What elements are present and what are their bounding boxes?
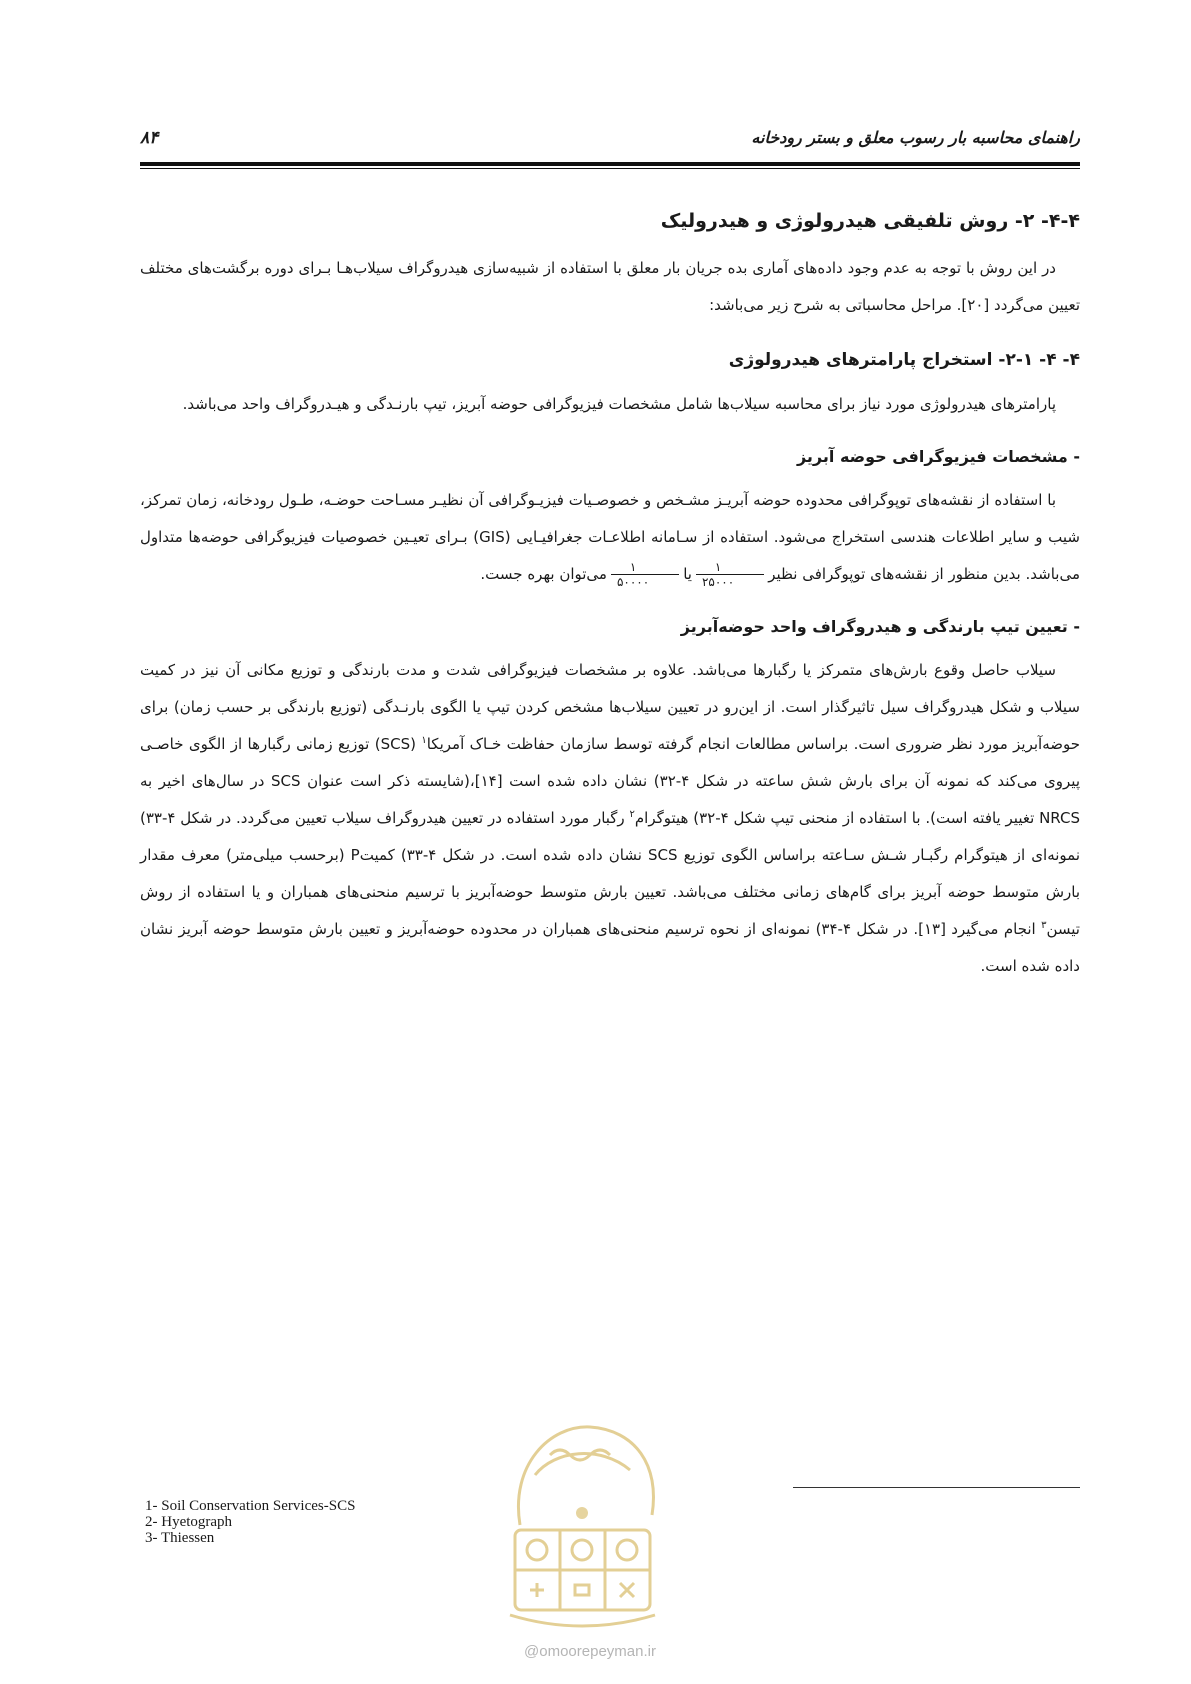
fraction-numerator: ۱ — [611, 560, 679, 575]
footnote-ref-3: ۳ — [1041, 920, 1047, 931]
section-intro-paragraph: در این روش با توجه به عدم وجود داده‌های آماری بده جریان بار معلق با استفاده از شبیه‌سازی هیدروگراف سیلاب‌هـا بـرای دوره برگشت‌های مختلف تعیین می‌گردد [۲۰]. مراحل محاسباتی به شرح زیر می‌باشد: — [140, 259, 1080, 314]
rainfall-text-4: انجام می‌گیرد [۱۳]. در شکل ۴-۳۴) نمونه‌ای از نحوه ترسیم منحنی‌های همباران در محدوده حوضه‌آبریز و تعیین بارش متوسط حوضه آبریز نشان داده شده است. — [140, 920, 1080, 975]
rainfall-paragraph — [140, 652, 1080, 985]
section-heading: ۴-۴- ۲- روش تلفیقی هیدرولوژی و هیدرولیک — [660, 210, 1080, 232]
physiography-paragraph — [140, 482, 1080, 593]
physiography-heading: - مشخصات فیزیوگرافی حوضه آبریز — [796, 447, 1080, 466]
fraction-numerator: ۱ — [696, 560, 764, 575]
footnote-ref-1: ۱ — [421, 735, 427, 746]
footnote-2: 2- Hyetograph — [145, 1514, 233, 1530]
physiography-text: با استفاده از نقشه‌های توپوگرافی محدوده حوضه آبریـز مشـخص و خصوصـیات فیزیـوگرافی آن نظیـر مسـاحت حوضـه، طـول رودخانه، زمان تمرکز، شیب و سایر اطلاعات هندسی استخراج می‌شود. استفاده از سـامانه اطلاعـات جغرافیـایی (GIS) بـرای تعیـین خصوصیات فیزیوگرافی حوضه‌ها متداول می‌باشد. بدین منظور از نقشه‌های توپوگرافی نظیر — [140, 491, 1081, 583]
footnotes — [145, 1498, 355, 1546]
or-word: یا — [683, 565, 692, 583]
subsection-heading: ۴- ۴- ۲-۱- استخراج پارامترهای هیدرولوژی — [728, 350, 1080, 370]
footnote-1: 1- Soil Conservation Services-SCS — [145, 1498, 356, 1514]
watermark-logo — [480, 1405, 685, 1635]
fraction-denominator: ۵۰۰۰۰ — [616, 575, 650, 589]
watermark-url: @omoorepeyman.ir — [524, 1643, 656, 1660]
footnote-ref-2: ۲ — [629, 809, 635, 820]
subsection-paragraph: پارامترهای هیدرولوژی مورد نیاز برای محاسبه سیلاب‌ها شامل مشخصات فیزیوگرافی حوضه آبریز، تیپ بارنـدگی و هیـدروگراف واحد می‌باشد. — [182, 395, 1056, 413]
rainfall-text-3: رگبار مورد استفاده در تعیین هیدروگراف سیلاب تعیین می‌گردد. در شکل ۴-۳۳) نمونه‌ای از هیتوگرام رگبـار شـش سـاعته براساس الگوی توزیع SCS نشان داده شده است. در شکل ۴-۳۳) کمیتP (برحسب میلی‌متر) معرف مقدار بارش متوسط حوضه آبریز برای گام‌های زمانی مختلف می‌باشد. تعیین بارش متوسط حوضه‌آبریز با ترسیم منحنی‌های همباران و یا استفاده از روش تیسن — [140, 809, 1081, 938]
physiography-tail: می‌توان بهره جست. — [480, 565, 607, 583]
main-content — [140, 210, 1080, 985]
rainfall-text-1: سیلاب حاصل وقوع بارش‌های متمرکز یا رگبارها می‌باشد. علاوه بر مشخصات فیزیوگرافی شدت و مدت بارندگی و توزیع مکانی آن نیز در کمیت سیلاب و شکل هیدروگراف سیل تاثیرگذار است. از این‌رو در تعیین سیلاب‌ها مشخص کردن تیپ یا الگوی بارنـدگی (توزیع بارندگی بر حسب زمان) برای حوضه‌آبریز مورد نظر ضروری است. براساس مطالعات انجام گرفته توسط سازمان حفاظت خـاک آمریکا — [140, 661, 1080, 753]
running-title: راهنمای محاسبه بار رسوب معلق و بستر رودخانه — [751, 128, 1080, 147]
header-rule-thin — [140, 168, 1080, 169]
page-header — [140, 128, 1080, 168]
footnote-divider — [793, 1487, 1080, 1488]
page-number: ۸۴ — [140, 128, 159, 148]
rainfall-text-2: (SCS) توزیع زمانی رگبارها از الگوی خاصـی پیروی می‌کند که نمونه آن برای بارش شش ساعته در شکل ۴-۳۲) نشان داده شده است [۱۴]،(شایسته ذکر است عنوان SCS در سال‌های اخیر به NRCS تغییر یافته است). با استفاده از منحنی تیپ شکل ۴-۳۲) هیتوگرام — [140, 735, 1080, 827]
footnote-3: 3- Thiessen — [145, 1530, 215, 1546]
header-rule-thick — [140, 162, 1080, 166]
rainfall-heading: - تعیین تیپ بارندگی و هیدروگراف واحد حوضه‌آبریز — [680, 617, 1080, 636]
scale-fraction-25000 — [696, 560, 764, 589]
scale-fraction-50000 — [611, 560, 679, 589]
fraction-denominator: ۲۵۰۰۰ — [701, 575, 735, 589]
